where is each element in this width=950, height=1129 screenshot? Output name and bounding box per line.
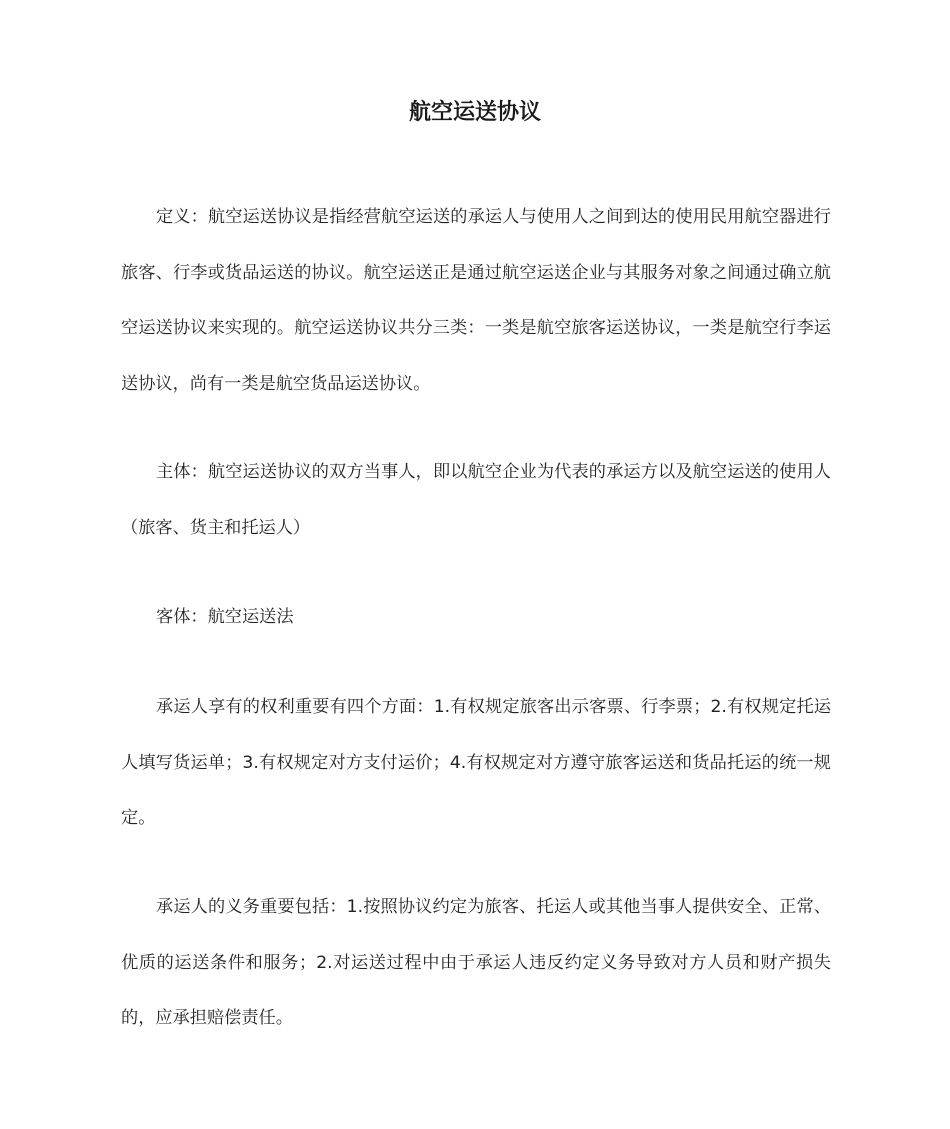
document-title: 航空运送协议: [408, 100, 541, 125]
paragraph-definition: 定义：航空运送协议是指经营航空运送的承运人与使用人之间到达的使用民用航空器进行旅客、行李或货品运送的协议。航空运送正是通过航空运送企业与其服务对象之间通过确立航空运送协议来实现的。航空运送协议共分三类：一类是航空旅客运送协议，一类是航空行李运送协议，尚有一类是航空货品运送协议。: [121, 207, 831, 394]
paragraph-object: 客体：航空运送法: [156, 607, 294, 627]
paragraph-subject: 主体：航空运送协议的双方当事人，即以航空企业为代表的承运方以及航空运送的使用人（旅客、货主和托运人）: [121, 462, 831, 538]
paragraph-carrier-obligations: 承运人的义务重要包括：1.按照协议约定为旅客、托运人或其他当事人提供安全、正常、优质的运送条件和服务；2.对运送过程中由于承运人违反约定义务导致对方人员和财产损失的，应承担赔偿责任。: [121, 897, 831, 1028]
paragraph-carrier-rights: 承运人享有的权利重要有四个方面：1.有权规定旅客出示客票、行李票；2.有权规定托运人填写货运单；3.有权规定对方支付运价；4.有权规定对方遵守旅客运送和货品托运的统一规定。: [121, 697, 831, 828]
